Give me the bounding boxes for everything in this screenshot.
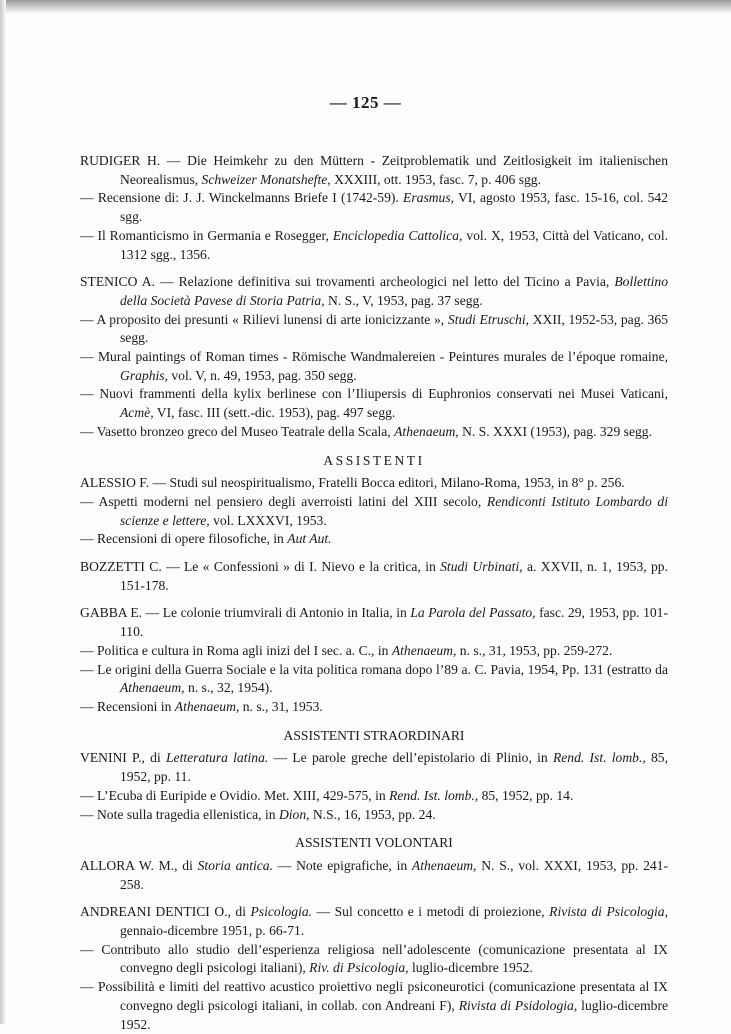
bibliography-entry [80, 493, 668, 530]
bibliography-entry [80, 604, 668, 641]
publication-title: Rivista di Psicologia, [549, 904, 668, 920]
entry-text: — Recensioni di opere filosofiche, in [80, 531, 288, 547]
bibliography-entry [80, 273, 668, 310]
entry-text: N. S. XXXI (1953), pag. 329 segg. [458, 423, 652, 439]
entry-text: 85, 1952, pp. 14. [478, 787, 574, 803]
entry-text: luglio-dicembre 1952. [120, 997, 669, 1032]
entry-text: — Mural paintings of Roman times - Römische Wandmalereien - Peintures murales de l’époque romaine, [80, 349, 668, 365]
publication-title: Rend. Ist. lomb., [552, 750, 646, 766]
publication-title: Athenaeum, [411, 857, 477, 873]
bibliography-entry [80, 558, 668, 595]
publication-title: Erasmus, [403, 190, 455, 206]
publication-title: Riv. di Psicologia, [309, 960, 409, 976]
bibliography-entry [80, 857, 668, 894]
entry-text: XXII, 1952-53, pag. 365 segg. [120, 311, 668, 346]
entry-text: luglio-dicembre 1952. [408, 960, 533, 976]
entry-text: — Nuovi frammenti della kylix berlinese con l’Iliupersis di Euphronios conservati nei Musei Vaticani, [80, 386, 668, 402]
section-heading: ASSISTENTI [323, 452, 425, 468]
publication-title: Athenaeum, [394, 423, 459, 439]
publication-title: Storia antica. [197, 857, 273, 873]
entry-text: — Politica e cultura in Roma agli inizi del I sec. a. C., in [80, 642, 392, 658]
entry-text: VI, agosto 1953, fasc. 15-16, col. 542 sgg. [120, 190, 668, 225]
publication-title: Schweizer Monatshefte, [201, 171, 331, 187]
page-number: — 125 — [329, 93, 402, 112]
entry-text: GABBA E. — Le colonie triumvirali di Antonio in Italia, in [80, 605, 411, 621]
publication-title: Psicologia. [250, 904, 313, 920]
bibliography-entry [80, 642, 668, 661]
publication-title: Athenaeum, [120, 680, 185, 696]
bibliography-entry [80, 423, 668, 442]
bibliography-entry [80, 749, 668, 786]
publication-title: Rendiconti Istituto Lombardo di scienze e lettere, [120, 493, 668, 528]
bibliography-entry [80, 787, 668, 806]
bibliography-entry [80, 348, 668, 385]
entry-text: vol. LXXXVI, 1953. [209, 512, 327, 528]
entry-text: — Recensioni in [80, 698, 175, 714]
publication-title: Athenaeum, [391, 642, 457, 658]
bibliography-entry [80, 385, 668, 422]
bibliography-entry [80, 311, 668, 348]
entry-text: — Le parole greche dell’epistolario di Plinio, in [268, 750, 553, 766]
entry-text: fasc. 29, 1953, pp. 101-110. [120, 605, 668, 640]
entry-text: VENINI P., di [80, 750, 166, 766]
publication-title: Aut Aut. [287, 531, 332, 547]
entry-text: 85, 1952, pp. 11. [120, 750, 669, 785]
bibliography-entry [80, 661, 668, 698]
entry-text: N. S., V, 1953, pag. 37 segg. [324, 292, 483, 308]
bibliography-entry [80, 978, 668, 1034]
bibliography-entry [80, 227, 668, 264]
entry-text: n. s., 31, 1953, pp. 259-272. [456, 642, 613, 658]
entry-text: ALLORA W. M., di [80, 857, 198, 873]
publication-title: Bollettino della Società Pavese di Storia Patria, [120, 274, 668, 308]
publication-title: Graphis, [120, 367, 168, 383]
bibliography-entry [80, 698, 668, 717]
publication-title: Studi Urbinati, [440, 559, 523, 575]
entry-text: XXXIII, ott. 1953, fasc. 7, p. 406 sgg. [330, 171, 541, 187]
entry-text: — Possibilità e limiti del reattivo acustico proiettivo negli psiconeurotici (comunicazione presentata al IX convegno degli psicologi italiani, in collab. con Andreani F), [80, 979, 668, 1013]
publication-title: Enciclopedia Cattolica, [332, 227, 463, 243]
entry-text: ANDREANI DENTICI O., di [80, 904, 251, 920]
entry-text: vol. X, 1953, Città del Vaticano, col. 1312 sgg., 1356. [120, 227, 668, 262]
bibliography-entry [80, 530, 668, 549]
entry-text: — Vasetto bronzeo greco del Museo Teatrale della Scala, [80, 423, 395, 439]
entry-text: — Aspetti moderni nel pensiero degli averroisti latini del XIII secolo, [80, 493, 487, 509]
entry-text: — Sul concetto e i metodi di proiezione, [312, 904, 550, 920]
entry-text: STENICO A. — Relazione definitiva sui trovamenti archeologici nel letto del Ticino a Pavia, [80, 274, 615, 290]
bibliography-entry [80, 152, 668, 189]
bibliography-entry [80, 189, 668, 226]
entry-text: — Le origini della Guerra Sociale e la vita politica romana dopo l’89 a. C. Pavia, 1954, Pp. 131 (estratto da [80, 661, 668, 677]
publication-title: Rend. Ist. lomb., [389, 787, 479, 803]
publication-title: La Parola del Passato, [410, 605, 536, 621]
entry-text: BOZZETTI C. — Le « Confessioni » di I. Nievo e la critica, in [80, 559, 441, 575]
bibliography-entry [80, 903, 668, 940]
bibliography-entry [80, 474, 668, 493]
bibliography-list [80, 152, 668, 1034]
publication-title: Acmè, [120, 405, 154, 421]
entry-text: ALESSIO F. — Studi sul neospiritualismo, Fratelli Bocca editori, Milano-Roma, 1953, in 8° p. 256. [80, 475, 625, 491]
scan-edge-top [0, 0, 731, 14]
entry-text: — A proposito dei presunti « Rilievi lunensi di arte ionicizzante », [80, 311, 448, 327]
entry-text: N. S., vol. XXXI, 1953, pp. 241-258. [120, 857, 668, 892]
publication-title: Letteratura latina. [165, 750, 269, 766]
section-heading: ASSISTENTI VOLONTARI [295, 835, 453, 851]
entry-text: VI, fasc. III (sett.-dic. 1953), pag. 497 segg. [153, 405, 396, 421]
entry-text: — Il Romanticismo in Germania e Rosegger, [80, 227, 333, 243]
entry-text: — Contributo allo studio dell’esperienza religiosa nell’adolescente (comunicazione presentata al IX convegno degli psicologi italiani), [80, 941, 668, 976]
entry-text: RUDIGER H. — Die Heimkehr zu den Müttern - Zeitproblematik und Zeitlosigkeit im italienischen Neorealismus, [80, 153, 668, 187]
entry-text: — Note sulla tragedia ellenistica, in [80, 806, 279, 822]
publication-title: Dion, [278, 806, 310, 822]
bibliography-entry [80, 806, 668, 825]
entry-text: n. s., 32, 1954). [184, 680, 273, 696]
entry-text: a. XXVII, n. 1, 1953, pp. 151-178. [120, 559, 668, 593]
entry-text: vol. V, n. 49, 1953, pag. 350 segg. [167, 367, 357, 383]
section-heading: ASSISTENTI STRAORDINARI [283, 727, 465, 743]
entry-text: gennaio-dicembre 1951, p. 66-71. [120, 923, 305, 939]
publication-title: Studi Etruschi, [447, 311, 529, 327]
publication-title: Rivista di Psidologia, [458, 997, 578, 1013]
entry-text: n. s., 31, 1953. [239, 698, 323, 714]
entry-text: — Recensione di: J. J. Winckelmanns Briefe I (1742-59). [80, 190, 404, 206]
entry-text: N.S., 16, 1953, pp. 24. [309, 806, 436, 822]
entry-text: — L’Ecuba di Euripide e Ovidio. Met. XIII, 429-575, in [80, 787, 390, 803]
entry-text: — Note epigrafiche, in [272, 857, 412, 873]
bibliography-entry [80, 941, 668, 978]
publication-title: Athenaeum, [174, 698, 240, 714]
scan-edge-left [0, 0, 6, 1024]
